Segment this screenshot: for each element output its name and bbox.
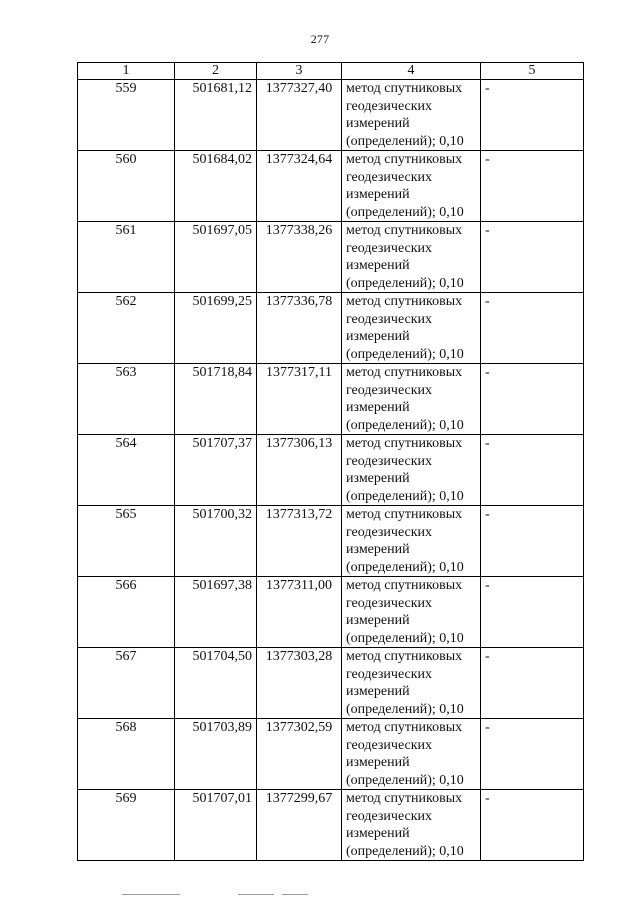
method-line: метод спутниковых <box>346 436 463 451</box>
coordinate-y-cell: 1377302,59 <box>257 719 342 790</box>
coordinate-x-cell: 501697,05 <box>175 222 257 293</box>
note-cell: - <box>481 151 584 222</box>
method-line: геодезических <box>346 595 433 611</box>
method-line: измерений <box>346 258 410 273</box>
note-cell: - <box>481 506 584 577</box>
method-cell <box>342 790 481 861</box>
method-line: геодезических <box>346 311 433 327</box>
method-line: (определений); 0,10 <box>346 417 464 433</box>
method-line: метод спутниковых <box>346 294 463 309</box>
method-line: метод спутниковых <box>346 649 463 664</box>
point-number-cell: 562 <box>78 293 175 364</box>
header-col-3: 3 <box>257 63 342 80</box>
scan-artifact-line <box>238 894 274 895</box>
method-line: метод спутниковых <box>346 152 463 167</box>
method-line: метод спутниковых <box>346 81 463 96</box>
table-row <box>78 435 584 506</box>
method-cell <box>342 364 481 435</box>
method-line: измерений <box>346 684 410 699</box>
method-cell <box>342 506 481 577</box>
coordinate-x-cell: 501700,32 <box>175 506 257 577</box>
method-line: метод спутниковых <box>346 720 463 735</box>
method-line: геодезических <box>346 240 433 256</box>
coordinate-y-cell: 1377303,28 <box>257 648 342 719</box>
table-row <box>78 293 584 364</box>
scan-artifact-line <box>122 894 180 895</box>
coordinate-x-cell: 501718,84 <box>175 364 257 435</box>
note-cell: - <box>481 790 584 861</box>
note-cell: - <box>481 293 584 364</box>
method-line: геодезических <box>346 737 433 753</box>
point-number-cell: 563 <box>78 364 175 435</box>
coordinate-y-cell: 1377336,78 <box>257 293 342 364</box>
method-line: измерений <box>346 400 410 415</box>
table-row <box>78 222 584 293</box>
method-cell <box>342 80 481 151</box>
point-number-cell: 567 <box>78 648 175 719</box>
method-cell <box>342 577 481 648</box>
method-line: измерений <box>346 542 410 557</box>
method-line: измерений <box>346 613 410 628</box>
header-col-1: 1 <box>78 63 175 80</box>
method-line: измерений <box>346 826 410 841</box>
method-line: геодезических <box>346 524 433 540</box>
header-col-2: 2 <box>175 63 257 80</box>
method-line: геодезических <box>346 666 433 682</box>
coordinate-y-cell: 1377306,13 <box>257 435 342 506</box>
table-body <box>78 80 584 861</box>
method-line: метод спутниковых <box>346 223 463 238</box>
coordinate-y-cell: 1377311,00 <box>257 577 342 648</box>
point-number-cell: 559 <box>78 80 175 151</box>
note-cell: - <box>481 435 584 506</box>
method-line: (определений); 0,10 <box>346 630 464 646</box>
note-cell: - <box>481 577 584 648</box>
method-cell <box>342 719 481 790</box>
method-cell <box>342 435 481 506</box>
coordinate-x-cell: 501681,12 <box>175 80 257 151</box>
coordinate-x-cell: 501703,89 <box>175 719 257 790</box>
table-row <box>78 577 584 648</box>
coordinate-y-cell: 1377317,11 <box>257 364 342 435</box>
method-cell <box>342 293 481 364</box>
coordinates-table <box>77 62 584 861</box>
point-number-cell: 560 <box>78 151 175 222</box>
method-line: метод спутниковых <box>346 507 463 522</box>
header-row <box>78 63 584 80</box>
method-line: (определений); 0,10 <box>346 346 464 362</box>
method-line: геодезических <box>346 98 433 114</box>
note-cell: - <box>481 80 584 151</box>
point-number-cell: 564 <box>78 435 175 506</box>
point-number-cell: 568 <box>78 719 175 790</box>
method-line: измерений <box>346 116 410 131</box>
note-cell: - <box>481 222 584 293</box>
point-number-cell: 569 <box>78 790 175 861</box>
method-line: метод спутниковых <box>346 791 463 806</box>
table-row <box>78 790 584 861</box>
method-line: геодезических <box>346 169 433 185</box>
method-line: метод спутниковых <box>346 578 463 593</box>
method-line: геодезических <box>346 382 433 398</box>
method-line: (определений); 0,10 <box>346 772 464 788</box>
table-row <box>78 506 584 577</box>
note-cell: - <box>481 648 584 719</box>
method-line: измерений <box>346 471 410 486</box>
coordinate-y-cell: 1377299,67 <box>257 790 342 861</box>
point-number-cell: 565 <box>78 506 175 577</box>
note-cell: - <box>481 364 584 435</box>
method-line: (определений); 0,10 <box>346 133 464 149</box>
coordinate-y-cell: 1377324,64 <box>257 151 342 222</box>
table-header <box>78 63 584 80</box>
table-row <box>78 151 584 222</box>
table-row <box>78 648 584 719</box>
coordinate-x-cell: 501704,50 <box>175 648 257 719</box>
method-line: (определений); 0,10 <box>346 204 464 220</box>
method-cell <box>342 151 481 222</box>
method-cell <box>342 648 481 719</box>
coordinate-x-cell: 501684,02 <box>175 151 257 222</box>
coordinate-x-cell: 501707,37 <box>175 435 257 506</box>
coordinate-y-cell: 1377313,72 <box>257 506 342 577</box>
method-line: (определений); 0,10 <box>346 843 464 859</box>
point-number-cell: 561 <box>78 222 175 293</box>
method-line: измерений <box>346 329 410 344</box>
method-line: (определений); 0,10 <box>346 701 464 717</box>
method-line: (определений); 0,10 <box>346 275 464 291</box>
header-col-5: 5 <box>481 63 584 80</box>
note-cell: - <box>481 719 584 790</box>
page-number: 277 <box>310 32 330 46</box>
table-row <box>78 80 584 151</box>
method-line: метод спутниковых <box>346 365 463 380</box>
coordinate-x-cell: 501699,25 <box>175 293 257 364</box>
coordinate-x-cell: 501707,01 <box>175 790 257 861</box>
header-col-4: 4 <box>342 63 481 80</box>
table-row <box>78 364 584 435</box>
method-line: (определений); 0,10 <box>346 559 464 575</box>
method-line: геодезических <box>346 808 433 824</box>
table-row <box>78 719 584 790</box>
scan-artifact-line <box>282 894 308 895</box>
method-line: измерений <box>346 755 410 770</box>
coordinate-x-cell: 501697,38 <box>175 577 257 648</box>
method-line: (определений); 0,10 <box>346 488 464 504</box>
coordinate-y-cell: 1377338,26 <box>257 222 342 293</box>
coordinate-y-cell: 1377327,40 <box>257 80 342 151</box>
method-cell <box>342 222 481 293</box>
point-number-cell: 566 <box>78 577 175 648</box>
method-line: геодезических <box>346 453 433 469</box>
method-line: измерений <box>346 187 410 202</box>
